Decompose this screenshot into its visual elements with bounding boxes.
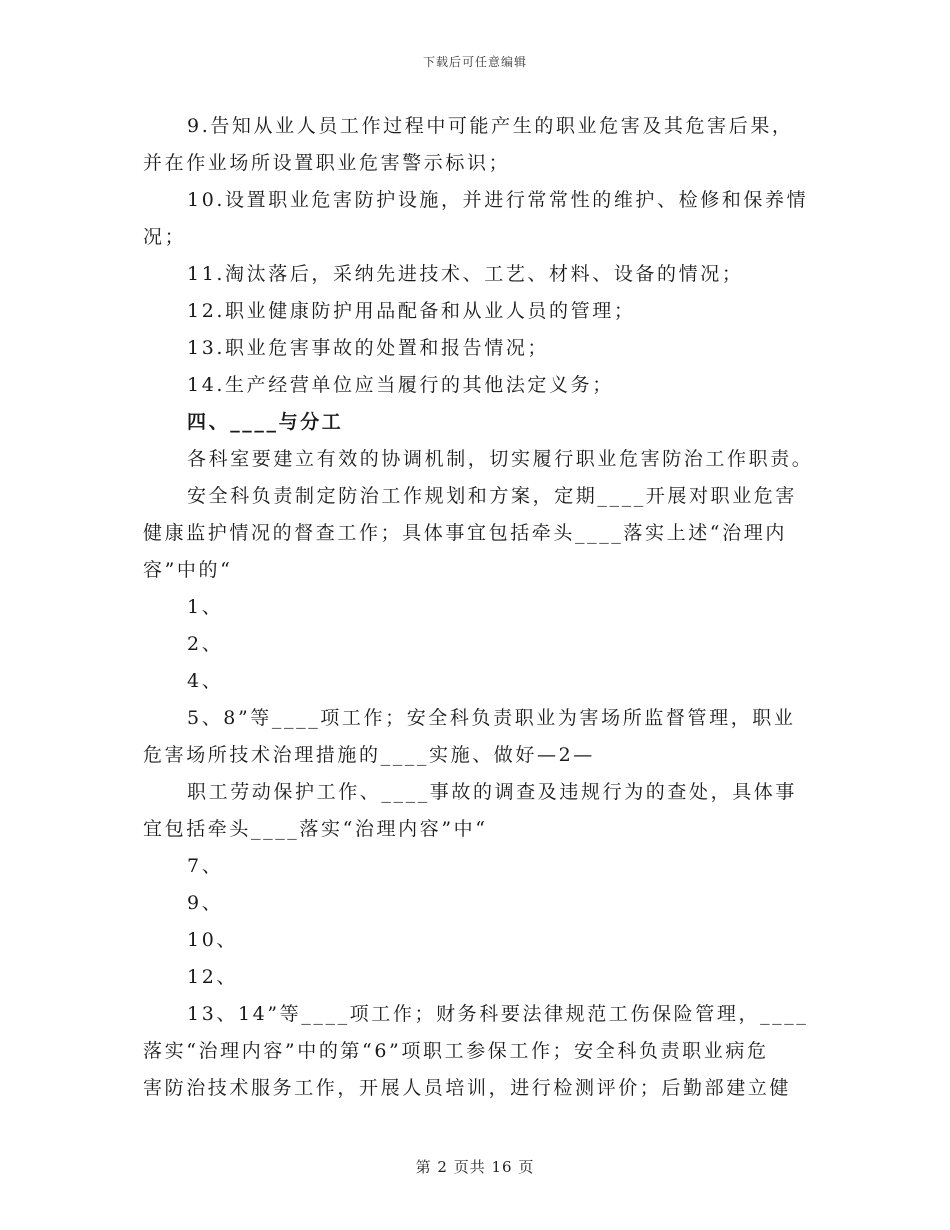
section-heading: 四、____与分工 [187,411,344,433]
text-line: 落实“治理内容”中的第“6”项职工参保工作；安全科负责职业病危 [143,1040,769,1062]
text-line: 9.告知从业人员工作过程中可能产生的职业危害及其危害后果， [187,115,794,137]
text-line: 11.淘汰落后，采纳先进技术、工艺、材料、设备的情况； [187,263,744,285]
text-line: 13.职业危害事故的处置和报告情况； [187,337,550,359]
text-line: 12.职业健康防护用品配备和从业人员的管理； [187,300,636,322]
page-footer: 第 2 页共 16 页 [415,1158,535,1176]
text-line: 4、 [187,670,224,692]
page-header: 下载后可任意编辑 [422,55,527,69]
text-line: 12、 [187,966,238,988]
text-line: 并在作业场所设置职业危害警示标识； [143,152,511,174]
text-line: 职工劳动保护工作、____事故的调查及违规行为的查处，具体事 [187,781,798,803]
text-line: 宜包括牵头____落实“治理内容”中“ [143,818,488,840]
text-line: 安全科负责制定防治工作规划和方案，定期____开展对职业危害 [187,485,798,507]
text-line: 害防治技术服务工作，开展人员培训，进行检测评价；后勤部建立健 [143,1077,792,1099]
text-line: 13、14”等____项工作；财务科要法律规范工伤保险管理，____ [187,1003,809,1025]
text-line: 10、 [187,929,238,951]
text-line: 容”中的“ [143,559,233,581]
text-line: 危害场所技术治理措施的____实施、做好—2— [143,744,595,766]
text-line: 2、 [187,633,224,655]
text-line: 7、 [187,855,224,877]
text-line: 健康监护情况的督查工作；具体事宜包括牵头____落实上述“治理内 [143,522,787,544]
text-line: 10.设置职业危害防护设施，并进行常常性的维护、检修和保养情 [187,189,809,211]
document-body [143,108,823,1107]
text-line: 各科室要建立有效的协调机制，切实履行职业危害防治工作职责。 [187,448,814,470]
text-line: 5、8”等____项工作；安全科负责职业为害场所监督管理，职业 [187,707,796,729]
text-line: 1、 [187,596,224,618]
text-line: 况； [143,226,187,248]
text-line: 9、 [187,892,224,914]
text-line: 14.生产经营单位应当履行的其他法定义务； [187,374,614,396]
